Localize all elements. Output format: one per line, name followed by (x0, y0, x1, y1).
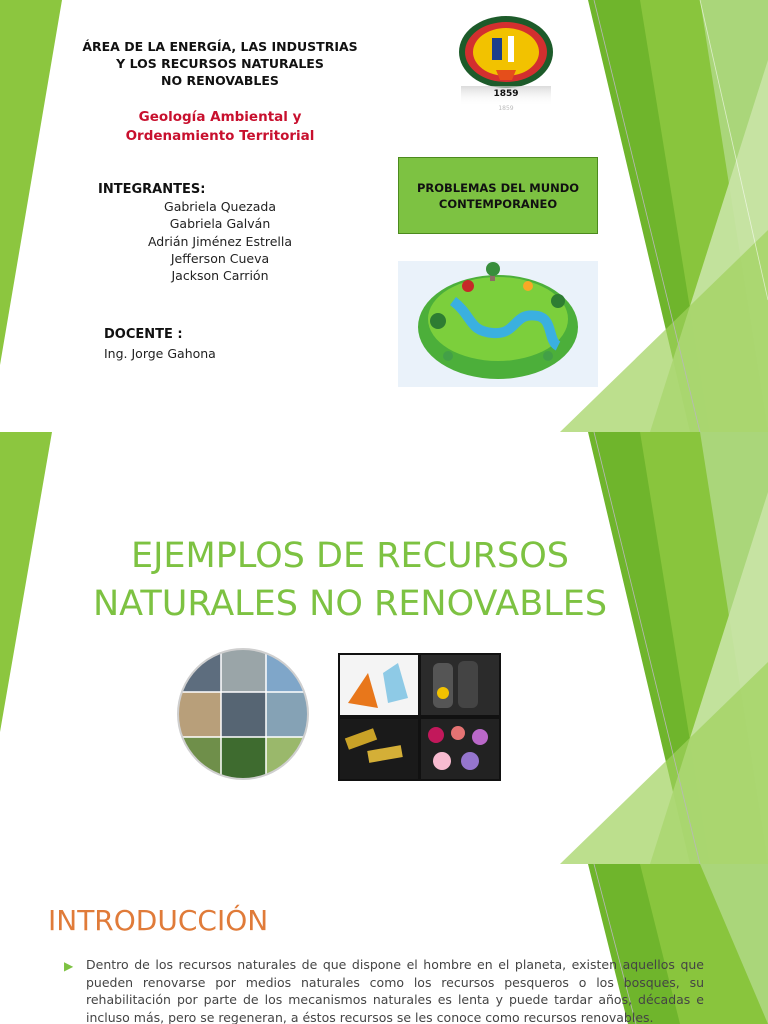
slide-3 (0, 864, 768, 1024)
institution-line-3: NO RENOVABLES (161, 73, 279, 88)
minerals-grid-image (338, 653, 501, 781)
docente-label: DOCENTE : (104, 327, 183, 342)
member-name: Gabriela Galván (169, 216, 271, 232)
slide-2-title (60, 532, 640, 628)
institution-line-2: Y LOS RECURSOS NATURALES (116, 56, 324, 71)
slide-1 (0, 0, 768, 432)
resources-collage-image (176, 647, 310, 781)
docente-name: Ing. Jorge Gahona (104, 346, 216, 361)
members-list (110, 198, 330, 284)
title-line-2: NATURALES NO RENOVABLES (92, 584, 608, 624)
title-line-1: EJEMPLOS DE RECURSOS (131, 536, 569, 576)
box-line-2: CONTEMPORANEO (438, 196, 558, 211)
bullet-arrow-icon: ▶ (64, 959, 74, 973)
university-seal-image (456, 10, 556, 126)
institution-title (60, 38, 380, 89)
introduction-paragraph: Dentro de los recursos naturales de que dispone el hombre en el planeta, existen aquellos que pueden renovarse por medios naturales como los recursos pesqueros o los bosques, su rehabilitación por parte de los mecanismos naturales es lenta y puede tardar años, décadas e incluso más, pero se regeneran, a éstos recursos se les conoce como recursos renovables. (86, 957, 704, 1024)
introduction-title: INTRODUCCIÓN (48, 904, 269, 937)
green-earth-image (398, 261, 598, 387)
member-name: Jefferson Cueva (170, 250, 270, 266)
seal-year-reflection-text: 1859 (498, 105, 514, 112)
member-name: Gabriela Quezada (164, 199, 276, 214)
problems-box (398, 157, 598, 234)
member-name: Jackson Carrión (171, 268, 269, 284)
slide-2 (0, 432, 768, 864)
subject-line-2: Ordenamiento Territorial (125, 128, 315, 144)
box-line-1: PROBLEMAS DEL MUNDO (416, 180, 580, 195)
member-name: Adrián Jiménez Estrella (147, 233, 293, 249)
institution-line-1: ÁREA DE LA ENERGÍA, LAS INDUSTRIAS (82, 39, 358, 54)
subject-line-1: Geología Ambiental y (138, 109, 302, 125)
subject-title (100, 108, 340, 146)
integrantes-label: INTEGRANTES: (98, 182, 206, 197)
slide-2-decoration (0, 432, 768, 864)
seal-year-text: 1859 (493, 89, 519, 99)
